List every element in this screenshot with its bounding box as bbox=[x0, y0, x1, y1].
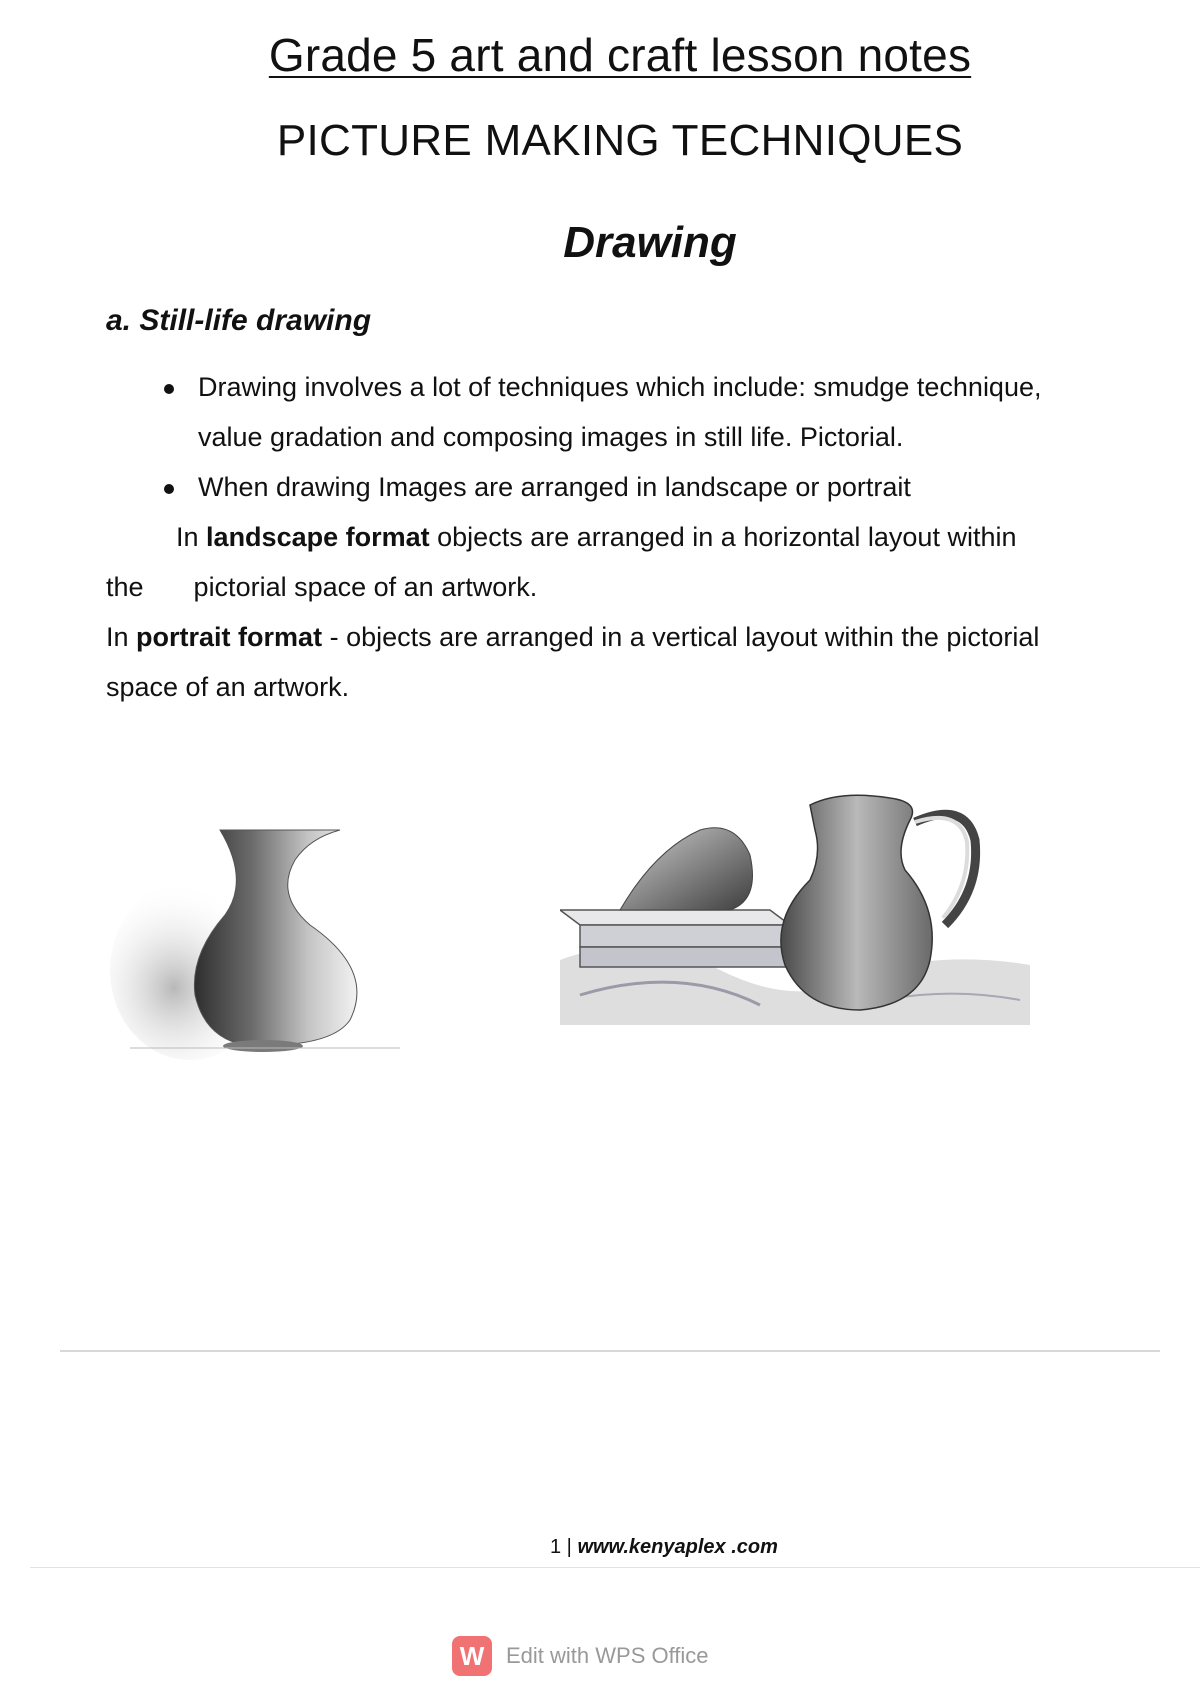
bullet-item bbox=[160, 362, 1090, 462]
wps-edit-button[interactable] bbox=[452, 1636, 709, 1676]
document-title: Grade 5 art and craft lesson notes bbox=[268, 29, 972, 81]
section-heading: Drawing bbox=[563, 218, 737, 267]
landscape-cont-lead: the bbox=[106, 572, 144, 602]
vase-sketch-image bbox=[110, 820, 410, 1070]
landscape-text: objects are arranged in a horizontal layout within bbox=[437, 522, 1017, 552]
wps-logo-icon: W bbox=[452, 1636, 492, 1676]
footer-divider bbox=[30, 1567, 1200, 1568]
bullet-text: When drawing Images are arranged in landscape or portrait bbox=[198, 472, 911, 502]
landscape-term: landscape format bbox=[206, 522, 430, 552]
landscape-paragraph bbox=[176, 512, 1016, 562]
bullet-text: Drawing involves a lot of techniques which include: smudge technique, value gradation and composing images in still life. Pictorial. bbox=[198, 372, 1042, 452]
document-subtitle: PICTURE MAKING TECHNIQUES bbox=[276, 116, 964, 165]
page-number: 1 | bbox=[550, 1536, 572, 1558]
wps-label: Edit with WPS Office bbox=[506, 1643, 709, 1668]
subsection-heading: a. Still-life drawing bbox=[106, 304, 372, 337]
portrait-paragraph bbox=[106, 612, 1106, 712]
bullet-item bbox=[160, 462, 1090, 512]
bullet-list bbox=[160, 362, 1090, 512]
portrait-lead: In bbox=[106, 622, 129, 652]
bullet-icon bbox=[164, 384, 174, 394]
landscape-paragraph-cont bbox=[106, 562, 537, 612]
still-life-sketch-image bbox=[560, 760, 1030, 1030]
page-footer bbox=[550, 1536, 778, 1559]
landscape-lead: In bbox=[176, 522, 199, 552]
site-link[interactable]: www.kenyaplex .com bbox=[577, 1536, 778, 1558]
bullet-icon bbox=[164, 484, 174, 494]
portrait-text: - objects are arranged in a vertical layout within the pictorial space of an artwork. bbox=[106, 622, 1040, 702]
landscape-cont-text: pictorial space of an artwork. bbox=[193, 572, 538, 602]
page-divider bbox=[60, 1350, 1160, 1352]
portrait-term: portrait format bbox=[136, 622, 323, 652]
